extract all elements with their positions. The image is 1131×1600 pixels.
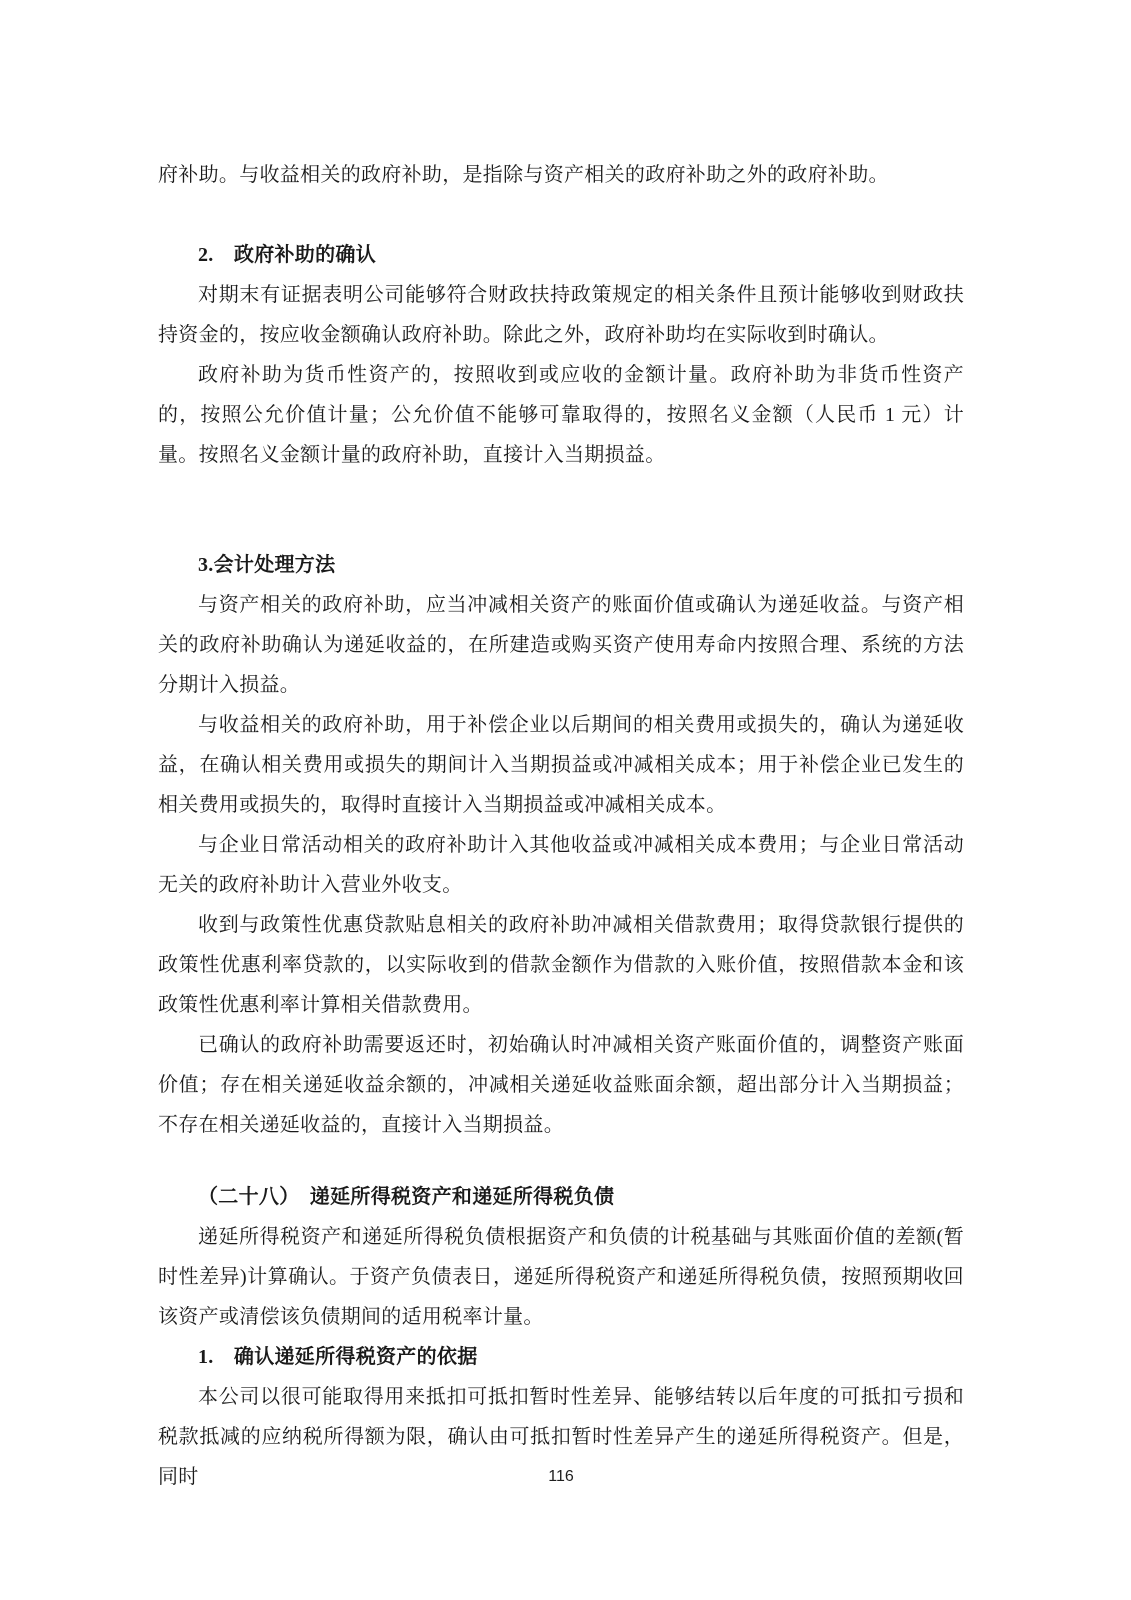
paragraph-deferred-tax-basis: 递延所得税资产和递延所得税负债根据资产和负债的计税基础与其账面价值的差额(暂时性差异)计算确认。于资产负债表日，递延所得税资产和递延所得税负债，按照预期收回该资产或清偿该负债期间的适用税率计量。 xyxy=(158,1226,964,1328)
paragraph-measurement: 政府补助为货币性资产的，按照收到或应收的金额计量。政府补助为非货币性资产的，按照公允价值计量；公允价值不能够可靠取得的，按照名义金额（人民币 1 元）计量。按照名义金额计量的政府补助，直接计入当期损益。 xyxy=(158,364,964,466)
paragraph-asset-related: 与资产相关的政府补助，应当冲减相关资产的账面价值或确认为递延收益。与资产相关的政府补助确认为递延收益的，在所建造或购买资产使用寿命内按照合理、系统的方法分期计入损益。 xyxy=(158,594,964,696)
page-body xyxy=(158,155,964,1497)
paragraph-daily-activities: 与企业日常活动相关的政府补助计入其他收益或冲减相关成本费用；与企业日常活动无关的政府补助计入营业外收支。 xyxy=(158,834,964,896)
page-number: 116 xyxy=(548,1468,574,1485)
heading-gov-subsidy-recognition: 2. 政府补助的确认 xyxy=(198,244,376,266)
paragraph-recognition-evidence: 对期末有证据表明公司能够符合财政扶持政策规定的相关条件且预计能够收到财政扶持资金的，按应收金额确认政府补助。除此之外，政府补助均在实际收到时确认。 xyxy=(158,284,964,346)
page-footer xyxy=(158,1468,964,1486)
heading-deferred-tax-section: （二十八） 递延所得税资产和递延所得税负债 xyxy=(198,1186,615,1208)
paragraph-continuation: 府补助。与收益相关的政府补助，是指除与资产相关的政府补助之外的政府补助。 xyxy=(158,164,889,186)
paragraph-dta-limit: 本公司以很可能取得用来抵扣可抵扣暂时性差异、能够结转以后年度的可抵扣亏损和税款抵减的应纳税所得额为限，确认由可抵扣暂时性差异产生的递延所得税资产。但是，同时 xyxy=(158,1386,964,1488)
heading-dta-recognition-basis: 1. 确认递延所得税资产的依据 xyxy=(198,1346,478,1368)
paragraph-policy-loan: 收到与政策性优惠贷款贴息相关的政府补助冲减相关借款费用；取得贷款银行提供的政策性优惠利率贷款的，以实际收到的借款金额作为借款的入账价值，按照借款本金和该政策性优惠利率计算相关借款费用。 xyxy=(158,914,964,1016)
paragraph-refund: 已确认的政府补助需要返还时，初始确认时冲减相关资产账面价值的，调整资产账面价值；存在相关递延收益余额的，冲减相关递延收益账面余额，超出部分计入当期损益；不存在相关递延收益的，直接计入当期损益。 xyxy=(158,1034,964,1136)
heading-accounting-method: 3.会计处理方法 xyxy=(198,554,336,576)
paragraph-income-related: 与收益相关的政府补助，用于补偿企业以后期间的相关费用或损失的，确认为递延收益，在确认相关费用或损失的期间计入当期损益或冲减相关成本；用于补偿企业已发生的相关费用或损失的，取得时直接计入当期损益或冲减相关成本。 xyxy=(158,714,964,816)
